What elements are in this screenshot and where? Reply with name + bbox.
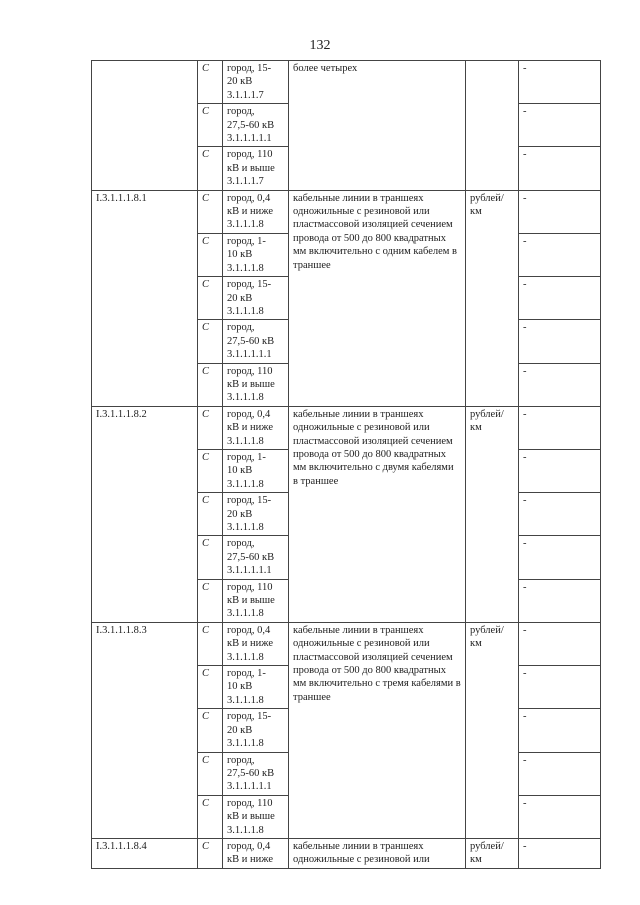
value-cell: -: [519, 838, 601, 868]
description-cell: кабельные линии в траншеях одножильные с резиновой или пластмассовой изоляцией сечением провода от 500 до 800 квадратных мм включительно с тремя кабелями в траншее: [289, 622, 466, 838]
page-number: 132: [309, 38, 331, 53]
category-cell: С: [198, 406, 223, 449]
condition-cell: город, 15- 20 кВ 3.1.1.1.8: [223, 709, 289, 752]
value-cell: -: [519, 147, 601, 190]
condition-cell: город, 0,4 кВ и ниже 3.1.1.1.8: [223, 190, 289, 233]
value-cell: -: [519, 233, 601, 276]
category-cell: С: [198, 147, 223, 190]
table-row: [92, 622, 601, 665]
condition-cell: город, 27,5-60 кВ 3.1.1.1.1.1: [223, 104, 289, 147]
category-cell: С: [198, 493, 223, 536]
value-cell: -: [519, 493, 601, 536]
condition-cell: город, 110 кВ и выше 3.1.1.1.7: [223, 147, 289, 190]
value-cell: -: [519, 752, 601, 795]
table-row: [92, 190, 601, 233]
table-row: [92, 838, 601, 868]
unit-cell: рублей/ км: [466, 622, 519, 838]
condition-cell: город, 0,4 кВ и ниже 3.1.1.1.8: [223, 406, 289, 449]
condition-cell: город, 1- 10 кВ 3.1.1.1.8: [223, 449, 289, 492]
description-cell: кабельные линии в траншеях одножильные с резиновой или пластмассовой изоляцией сечением провода от 500 до 800 квадратных мм включительно с двумя кабелями в траншее: [289, 406, 466, 622]
value-cell: -: [519, 104, 601, 147]
category-cell: С: [198, 190, 223, 233]
value-cell: -: [519, 320, 601, 363]
condition-cell: город, 0,4 кВ и ниже: [223, 838, 289, 868]
category-cell: С: [198, 622, 223, 665]
category-cell: С: [198, 666, 223, 709]
value-cell: -: [519, 449, 601, 492]
category-cell: С: [198, 320, 223, 363]
unit-cell: [466, 61, 519, 191]
condition-cell: город, 1- 10 кВ 3.1.1.1.8: [223, 233, 289, 276]
value-cell: -: [519, 622, 601, 665]
category-cell: С: [198, 449, 223, 492]
condition-cell: город, 15- 20 кВ 3.1.1.1.8: [223, 493, 289, 536]
value-cell: -: [519, 277, 601, 320]
value-cell: -: [519, 536, 601, 579]
value-cell: -: [519, 363, 601, 406]
description-cell: кабельные линии в траншеях одножильные с резиновой или пластмассовой изоляцией сечением провода от 500 до 800 квадратных мм включительно с одним кабелем в траншее: [289, 190, 466, 406]
condition-cell: город, 15- 20 кВ 3.1.1.1.7: [223, 61, 289, 104]
table-row: [92, 406, 601, 449]
unit-cell: рублей/ км: [466, 190, 519, 406]
tariff-table: [91, 60, 601, 869]
description-cell: кабельные линии в траншеях одножильные с резиновой или: [289, 838, 466, 868]
value-cell: -: [519, 666, 601, 709]
category-cell: С: [198, 536, 223, 579]
category-cell: С: [198, 233, 223, 276]
condition-cell: город, 110 кВ и выше 3.1.1.1.8: [223, 363, 289, 406]
condition-cell: город, 110 кВ и выше 3.1.1.1.8: [223, 795, 289, 838]
value-cell: -: [519, 61, 601, 104]
category-cell: С: [198, 61, 223, 104]
value-cell: -: [519, 579, 601, 622]
condition-cell: город, 27,5-60 кВ 3.1.1.1.1.1: [223, 752, 289, 795]
row-code: I.3.1.1.1.8.2: [92, 406, 198, 622]
condition-cell: город, 110 кВ и выше 3.1.1.1.8: [223, 579, 289, 622]
condition-cell: город, 0,4 кВ и ниже 3.1.1.1.8: [223, 622, 289, 665]
description-cell: более четырех: [289, 61, 466, 191]
category-cell: С: [198, 277, 223, 320]
category-cell: С: [198, 838, 223, 868]
value-cell: -: [519, 190, 601, 233]
category-cell: С: [198, 363, 223, 406]
category-cell: С: [198, 709, 223, 752]
table-row: [92, 61, 601, 104]
value-cell: -: [519, 406, 601, 449]
unit-cell: рублей/ км: [466, 838, 519, 868]
row-code: I.3.1.1.1.8.4: [92, 838, 198, 868]
unit-cell: рублей/ км: [466, 406, 519, 622]
category-cell: С: [198, 752, 223, 795]
value-cell: -: [519, 795, 601, 838]
condition-cell: город, 27,5-60 кВ 3.1.1.1.1.1: [223, 320, 289, 363]
condition-cell: город, 15- 20 кВ 3.1.1.1.8: [223, 277, 289, 320]
row-code: [92, 61, 198, 191]
category-cell: С: [198, 104, 223, 147]
row-code: I.3.1.1.1.8.1: [92, 190, 198, 406]
category-cell: С: [198, 579, 223, 622]
value-cell: -: [519, 709, 601, 752]
category-cell: С: [198, 795, 223, 838]
condition-cell: город, 27,5-60 кВ 3.1.1.1.1.1: [223, 536, 289, 579]
condition-cell: город, 1- 10 кВ 3.1.1.1.8: [223, 666, 289, 709]
row-code: I.3.1.1.1.8.3: [92, 622, 198, 838]
